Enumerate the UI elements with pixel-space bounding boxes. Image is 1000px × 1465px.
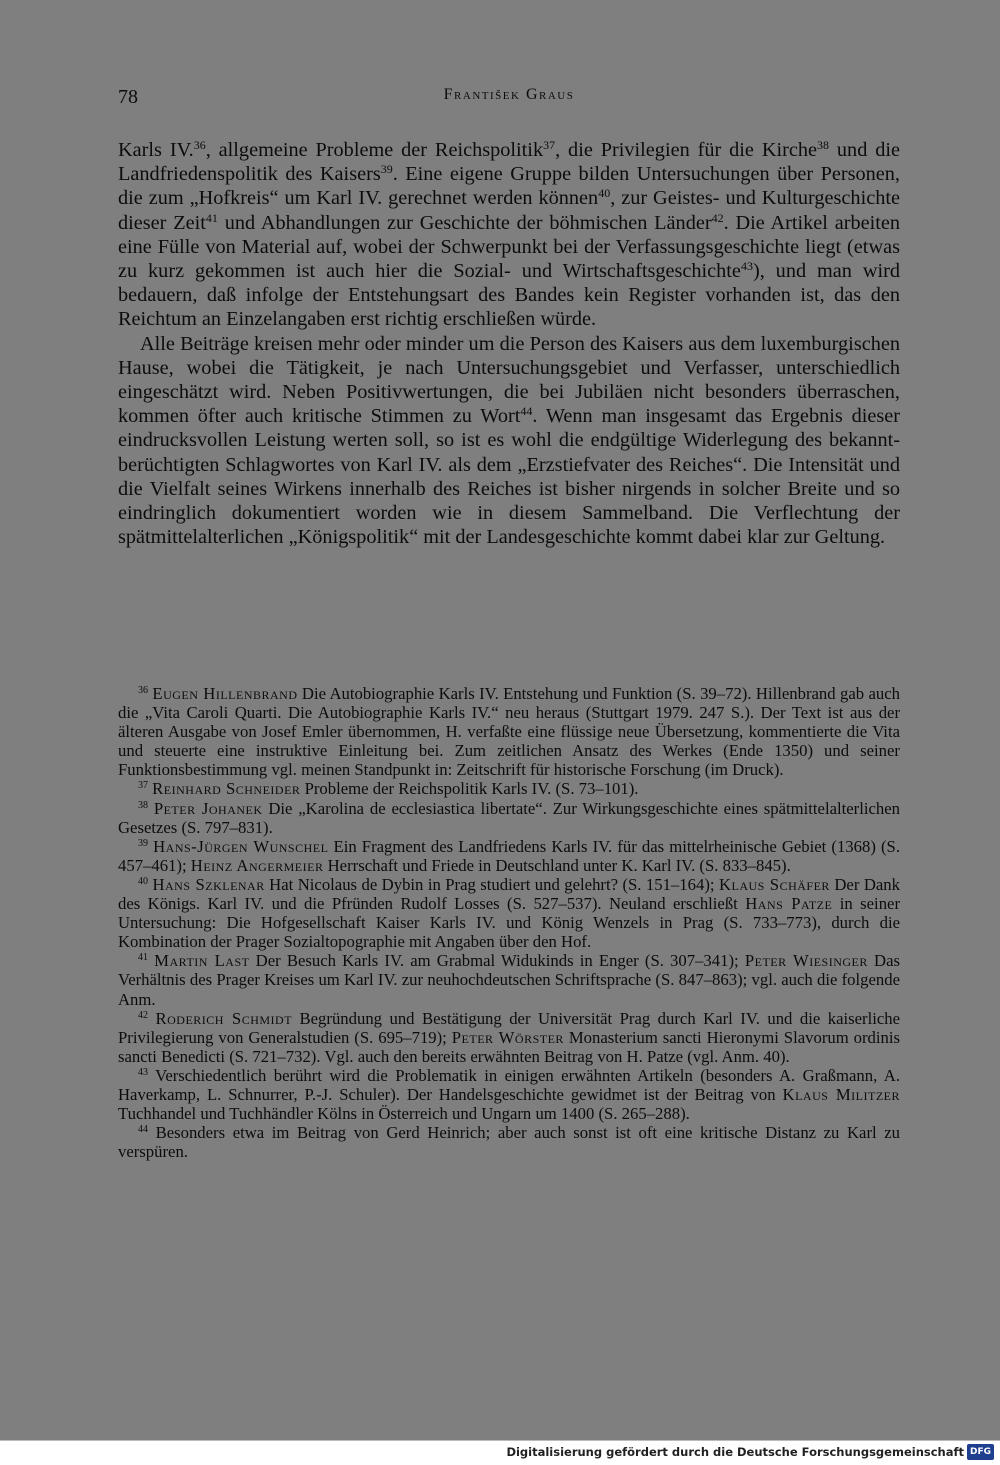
footnote-ref: 41 <box>205 210 218 225</box>
digitization-footer <box>0 1440 1000 1465</box>
footnote-37 <box>118 779 900 798</box>
footnote-43 <box>118 1066 900 1123</box>
footnote-38 <box>118 799 900 837</box>
footnote-number: 36 <box>138 685 148 696</box>
text-run: , allgemeine Probleme der Reichspolitik <box>205 139 544 161</box>
footnote-number: 37 <box>138 780 148 792</box>
footnote-text: Der Dank des Königs. Karl IV. und die Pfründen Rudolf Losses (S. 527–537). Neuland erschließt <box>118 874 900 914</box>
author-name: Roderich Schmidt <box>155 1008 293 1028</box>
text-run: Karls IV. <box>118 139 194 161</box>
footnote-36 <box>118 684 900 779</box>
text-run: . Eine eigene Gruppe bilden Untersuchungen über Personen, die zum „Hofkreis“ um Karl IV. gerechnet werden können <box>118 163 900 210</box>
text-run: ), und man wird bedauern, daß infolge der Entstehungsart des Bandes kein Register vorhanden ist, das den Reichtum an Einzelangaben erst richtig erschließen würde. <box>118 260 900 331</box>
author-name: Eugen Hillenbrand <box>152 684 298 703</box>
footnote-39 <box>118 837 900 875</box>
footnotes <box>118 684 900 1161</box>
author-name: Hans Szklenar <box>152 874 265 894</box>
text-run: und die Landfriedenspolitik des Kaisers <box>118 139 901 186</box>
main-text <box>118 138 900 549</box>
footnote-text: Besonders etwa im Beitrag von Gerd Heinrich; aber auch sonst ist oft eine kritische Distanz zu Karl zu verspüren. <box>118 1123 900 1162</box>
footnote-text: Tuchhandel und Tuchhändler Kölns in Österreich und Ungarn um 1400 (S. 265–288). <box>118 1104 690 1124</box>
footnote-number: 38 <box>138 799 148 811</box>
footnote-ref: 38 <box>817 138 830 152</box>
footnote-ref: 43 <box>740 259 753 274</box>
text-run: Alle Beiträge kreisen mehr oder minder um die Person des Kaisers aus dem luxemburgischen Hause, wobei die Tätigkeit, je nach Untersuchungsgebiet und Verfasser, unterschiedlich eingeschätzt wird. Neben Positivwertungen, die bei Jubiläen nicht besonders überraschen, kommen öfter auch kritische Stimmen zu Wort <box>118 332 900 428</box>
footnote-number: 44 <box>138 1124 148 1136</box>
footnote-40 <box>118 875 900 951</box>
author-name: Peter Wörster <box>451 1027 564 1047</box>
author-name: Klaus Schäfer <box>718 874 830 894</box>
page-header <box>118 86 900 112</box>
footnote-text: Hat Nicolaus de Dybin in Prag studiert und gelehrt? (S. 151–164); <box>264 874 719 894</box>
paragraph-2 <box>118 332 900 550</box>
text-run: . Wenn man insgesamt das Ergebnis dieser eindrucksvollen Leistung werten soll, so ist es wohl die endgültige Widerlegung des bekannt-berüchtigten Schlagwortes von Karl IV. als dem „Erzstiefvater des Reiches“. Die Intensität und die Vielfalt seines Wirkens innerhalb des Reiches ist bisher nirgends in solcher Breite und so eindringlich dokumentiert worden wie in diesem Sammelband. Die Verflechtung der spätmittelalterlichen „Königspolitik“ mit der Landesgeschichte kommt dabei klar zur Geltung. <box>118 405 900 549</box>
author-name: Reinhard Schneider <box>152 779 301 799</box>
footnote-number: 39 <box>138 837 148 849</box>
footnote-text: Verschiedentlich berührt wird die Problematik in einigen erwähnten Artikeln (besonders A. Graßmann, A. Haverkamp, L. Schnurrer, P.-J. Schuler). Der Handelsgeschichte gewidmet ist der Beitrag von <box>118 1065 900 1104</box>
footnote-number: 41 <box>138 952 148 964</box>
footnote-ref: 36 <box>193 138 206 152</box>
text-run: , zur Geistes- und Kulturgeschichte dieser Zeit <box>118 187 900 234</box>
footnote-text: Die Autobiographie Karls IV. Entstehung und Funktion (S. 39–72). Hillenbrand gab auch die „Vita Caroli Quarti. Die Autobiographie Karls IV.“ neu heraus (Stuttgart 1979. 247 S.). Der Text ist aus der älteren Ausgabe von Josef Emler übernommen, H. verfaßte eine flüssige neue Übersetzung, kommentierte die Vita und steuerte eine instruktive Einleitung bei. Zum zeitlichen Ansatz des Werkes (Ende 1350) und seiner Funktionsbestimmung vgl. meinen Standpunkt in: Zeitschrift für historische Forschung (im Druck). <box>118 684 900 780</box>
footnote-number: 43 <box>138 1066 148 1078</box>
running-head: František Graus <box>443 86 575 103</box>
footnote-text: Die „Karolina de ecclesiastica libertate“. Zur Wirkungsgeschichte eines spätmittelalterlichen Gesetzes (S. 797–831). <box>118 798 900 837</box>
footnote-ref: 42 <box>711 210 724 225</box>
footnote-text: in seiner Untersuchung: Die Hofgesellschaft Kaiser Karls IV. und König Wenzels in Prag (S. 733–773), durch die Kombination der Prager Sozialtopographie mit Angaben über den Hof. <box>118 894 901 952</box>
footnote-text: Ein Fragment des Landfriedens Karls IV. für das mittelrheinische Gebiet (1368) (S. 457–461); <box>118 836 900 875</box>
dfg-logo: DFG <box>967 1444 994 1460</box>
funding-credit: Digitalisierung gefördert durch die Deutsche Forschungsgemeinschaft <box>506 1445 964 1459</box>
footnote-text: Der Besuch Karls IV. am Grabmal Widukinds in Enger (S. 307–341); <box>249 951 745 971</box>
text-run: . Die Artikel arbeiten eine Fülle von Material auf, wobei der Schwerpunkt bei der Verfassungsgeschichte liegt (etwas zu kurz gekommen ist auch hier die Sozial- und Wirtschaftsgeschichte <box>118 211 901 283</box>
footnote-41 <box>118 951 900 1008</box>
text-run: , die Privilegien für die Kirche <box>555 139 818 161</box>
footnote-44 <box>118 1123 900 1161</box>
footnote-text: Herrschaft und Friede in Deutschland unter K. Karl IV. (S. 833–845). <box>323 855 791 875</box>
footnote-ref: 39 <box>380 162 393 177</box>
author-name: Heinz Angermeier <box>190 855 324 875</box>
page-number: 78 <box>118 86 138 108</box>
author-name: Hans-Jürgen Wunschel <box>153 836 329 856</box>
text-run: und Abhandlungen zur Geschichte der böhmischen Länder <box>217 211 712 234</box>
author-name: Klaus Militzer <box>782 1084 901 1104</box>
footnote-number: 40 <box>138 875 148 887</box>
author-name: Peter Johanek <box>153 798 263 818</box>
footnote-text: Monasterium sancti Hieronymi Slavorum ordinis sancti Benedicti (S. 721–732). Vgl. auch den bereits erwähnten Beitrag von H. Patze (vgl. Anm. 40). <box>118 1027 900 1066</box>
footnote-text: Das Verhältnis des Prager Kreises um Karl IV. zur neuhochdeutschen Schriftsprache (S. 847–863); vgl. auch die folgende Anm. <box>118 951 901 1009</box>
footnote-text: Begründung und Bestätigung der Universität Prag durch Karl IV. und die kaiserliche Privilegierung von Generalstudien (S. 695–719); <box>118 1008 901 1047</box>
author-name: Hans Patze <box>745 894 833 914</box>
footnote-ref: 44 <box>520 404 533 419</box>
author-name: Martin Last <box>154 951 250 971</box>
author-name: Peter Wiesinger <box>744 951 868 971</box>
footnote-ref: 40 <box>598 186 611 201</box>
footnote-42 <box>118 1009 900 1066</box>
footnote-text: Probleme der Reichspolitik Karls IV. (S. 73–101). <box>300 779 639 799</box>
footnote-ref: 37 <box>543 138 556 152</box>
paragraph-1 <box>118 138 900 332</box>
footnote-number: 42 <box>138 1009 148 1021</box>
